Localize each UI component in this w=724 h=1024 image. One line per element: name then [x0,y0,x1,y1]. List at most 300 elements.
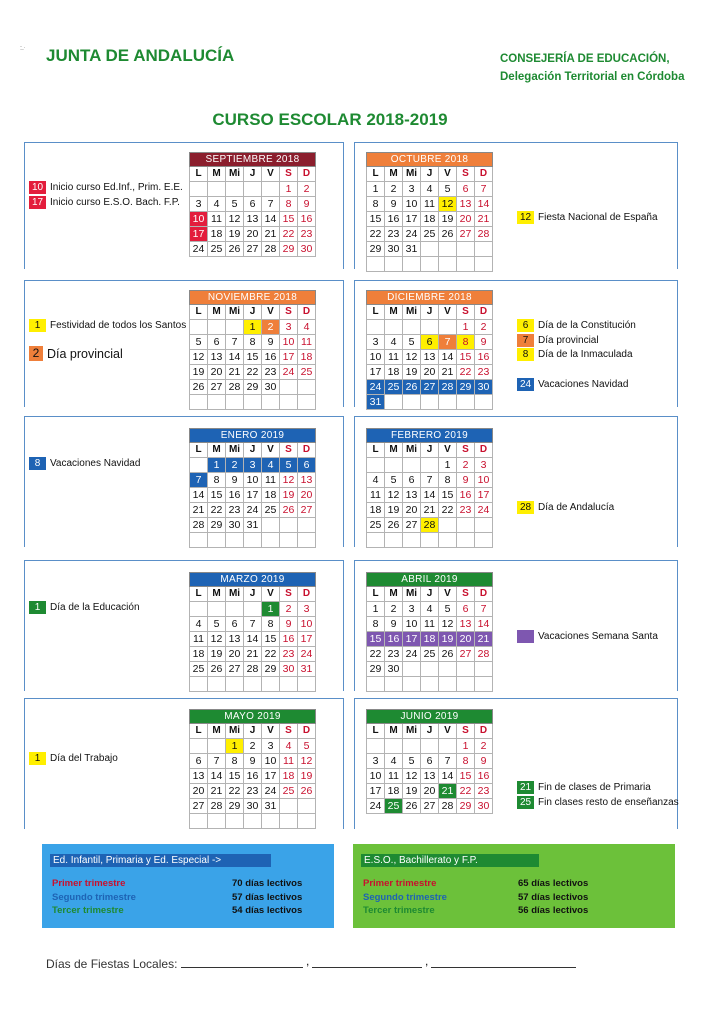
empty-cell [244,602,262,617]
day-cell: 5 [439,182,457,197]
legend-swatch: 1 [29,601,46,614]
day-cell: 5 [190,335,208,350]
empty-cell [475,257,493,272]
day-cell: 3 [403,602,421,617]
day-cell: 23 [385,227,403,242]
local-holiday-field-1[interactable] [181,967,303,968]
day-cell: 1 [367,182,385,197]
day-cell: 28 [226,380,244,395]
day-cell: 8 [439,473,457,488]
day-cell: 12 [280,473,298,488]
legend-swatch: 1 [29,752,46,765]
day-cell: 26 [280,503,298,518]
empty-cell [262,814,280,829]
summary-header: Ed. Infantil, Primaria y Ed. Especial -> [50,854,271,867]
day-cell: 31 [298,662,316,677]
day-cell: 26 [403,799,421,814]
empty-cell [244,677,262,692]
department-name: CONSEJERÍA DE EDUCACIÓN, [500,53,670,65]
legend-swatch: 1 [29,319,46,332]
day-cell: 16 [244,769,262,784]
term-days: 54 días lectivos [232,905,303,916]
weekday-header: L [190,724,208,739]
empty-cell [298,533,316,548]
legend-fin-primaria [517,781,651,794]
legend-swatch: 6 [517,319,534,332]
legend-dia-trabajo [29,752,118,765]
day-cell: 30 [226,518,244,533]
legend-swatch: 2 [29,346,43,361]
day-cell: 2 [385,602,403,617]
calendar-octubre [366,152,493,272]
day-cell: 9 [280,617,298,632]
day-cell: 29 [244,380,262,395]
legend-text: Fin clases resto de enseñanzas [538,797,679,808]
weekday-header: Mi [226,167,244,182]
legend-inmaculada [517,348,633,361]
day-cell: 12 [208,632,226,647]
day-cell: 18 [190,647,208,662]
day-cell: 6 [457,602,475,617]
day-cell: 7 [244,617,262,632]
empty-cell [262,182,280,197]
day-cell: 29 [262,662,280,677]
day-cell: 3 [403,182,421,197]
day-cell: 5 [280,458,298,473]
day-cell: 4 [421,182,439,197]
day-cell: 28 [190,518,208,533]
day-cell: 6 [226,617,244,632]
day-cell: 17 [190,227,208,242]
day-cell: 5 [403,754,421,769]
empty-cell [439,662,457,677]
empty-cell [367,533,385,548]
day-cell: 3 [244,458,262,473]
day-cell: 22 [439,503,457,518]
weekday-header: J [244,587,262,602]
calendar-marzo [189,572,316,692]
day-cell: 25 [190,662,208,677]
day-cell: 2 [475,739,493,754]
day-cell: 12 [403,769,421,784]
day-cell: 10 [475,473,493,488]
day-cell: 26 [439,647,457,662]
day-cell: 30 [280,662,298,677]
day-cell: 23 [280,647,298,662]
day-cell: 16 [385,632,403,647]
day-cell: 8 [367,197,385,212]
weekday-header: M [208,587,226,602]
legend-text: Día de Andalucía [538,502,615,513]
day-cell: 24 [475,503,493,518]
course-title: CURSO ESCOLAR 2018-2019 [212,110,448,129]
empty-cell [226,182,244,197]
empty-cell [190,739,208,754]
empty-cell [226,533,244,548]
day-cell: 27 [421,380,439,395]
day-cell: 10 [262,754,280,769]
day-cell: 16 [280,632,298,647]
empty-cell [475,242,493,257]
empty-cell [475,395,493,410]
day-cell: 19 [190,365,208,380]
day-cell: 29 [457,380,475,395]
day-cell: 13 [403,488,421,503]
term-label: Segundo trimestre [363,892,447,903]
org-title: JUNTA DE ANDALUCÍA [46,46,235,65]
weekday-header: Mi [226,724,244,739]
empty-cell [475,677,493,692]
empty-cell [421,662,439,677]
day-cell: 9 [385,617,403,632]
weekday-header: J [421,443,439,458]
day-cell: 3 [190,197,208,212]
empty-cell [190,182,208,197]
day-cell: 5 [439,602,457,617]
day-cell: 31 [262,799,280,814]
empty-cell [457,257,475,272]
day-cell: 4 [280,739,298,754]
day-cell: 11 [421,617,439,632]
day-cell: 14 [208,769,226,784]
day-cell: 29 [457,799,475,814]
legend-swatch: 17 [29,196,46,209]
empty-cell [475,533,493,548]
empty-cell [403,257,421,272]
day-cell: 6 [190,754,208,769]
empty-cell [439,739,457,754]
day-cell: 4 [190,617,208,632]
empty-cell [385,395,403,410]
calendar-noviembre [189,290,316,410]
empty-cell [208,739,226,754]
day-cell: 15 [439,488,457,503]
day-cell: 1 [439,458,457,473]
summary-eso [353,844,675,928]
day-cell: 31 [367,395,385,410]
day-cell: 20 [244,227,262,242]
term-days: 70 días lectivos [232,878,303,889]
day-cell: 16 [298,212,316,227]
day-cell: 24 [367,380,385,395]
day-cell: 19 [208,647,226,662]
empty-cell [190,602,208,617]
calendar-mayo [189,709,316,829]
empty-cell [208,533,226,548]
empty-cell [457,395,475,410]
day-cell: 16 [475,350,493,365]
day-cell: 3 [262,739,280,754]
day-cell: 6 [244,197,262,212]
day-cell: 10 [244,473,262,488]
day-cell: 14 [262,212,280,227]
day-cell: 18 [367,503,385,518]
weekday-header: Mi [403,167,421,182]
empty-cell [367,257,385,272]
weekday-header: V [262,167,280,182]
day-cell: 21 [475,212,493,227]
empty-cell [421,257,439,272]
day-cell: 12 [226,212,244,227]
day-cell: 29 [280,242,298,257]
empty-cell [298,799,316,814]
day-cell: 14 [475,617,493,632]
empty-cell [190,677,208,692]
day-cell: 19 [403,784,421,799]
weekday-header: V [439,724,457,739]
day-cell: 2 [226,458,244,473]
weekday-header: D [298,724,316,739]
weekday-header: D [475,724,493,739]
day-cell: 6 [298,458,316,473]
day-cell: 24 [367,799,385,814]
day-cell: 20 [226,647,244,662]
day-cell: 8 [457,335,475,350]
weekday-header: Mi [403,587,421,602]
day-cell: 11 [208,212,226,227]
day-cell: 21 [244,647,262,662]
day-cell: 15 [367,632,385,647]
day-cell: 15 [367,212,385,227]
weekday-header: S [280,443,298,458]
day-cell: 25 [385,380,403,395]
legend-dia-educacion [29,601,140,614]
empty-cell [421,677,439,692]
legend-text: Día provincial [538,335,599,346]
day-cell: 1 [457,739,475,754]
day-cell: 25 [421,227,439,242]
empty-cell [367,320,385,335]
empty-cell [439,242,457,257]
empty-cell [190,395,208,410]
legend-vacaciones-navidad-ene [29,457,140,470]
day-cell: 13 [421,769,439,784]
month-title: NOVIEMBRE 2018 [190,291,316,305]
day-cell: 2 [475,320,493,335]
day-cell: 27 [403,518,421,533]
day-cell: 8 [208,473,226,488]
day-cell: 11 [367,488,385,503]
day-cell: 14 [439,350,457,365]
day-cell: 7 [439,335,457,350]
legend-vacaciones-navidad-dic [517,378,628,391]
day-cell: 4 [262,458,280,473]
legend-constitucion [517,319,636,332]
day-cell: 21 [262,227,280,242]
delegation-name: Delegación Territorial en Córdoba [500,71,685,83]
day-cell: 23 [298,227,316,242]
weekday-header: L [367,724,385,739]
empty-cell [190,533,208,548]
empty-cell [385,739,403,754]
day-cell: 9 [385,197,403,212]
day-cell: 5 [226,197,244,212]
day-cell: 12 [439,197,457,212]
day-cell: 11 [385,350,403,365]
day-cell: 27 [208,380,226,395]
day-cell: 20 [190,784,208,799]
day-cell: 2 [385,182,403,197]
legend-swatch: 21 [517,781,534,794]
day-cell: 14 [244,632,262,647]
weekday-header: J [421,724,439,739]
local-holiday-field-2[interactable] [312,967,422,968]
legend-inicio-infantil [29,181,183,194]
day-cell: 13 [457,617,475,632]
day-cell: 9 [298,197,316,212]
separator: , [306,954,310,968]
weekday-header: S [280,305,298,320]
day-cell: 1 [208,458,226,473]
weekday-header: V [262,587,280,602]
empty-cell [208,602,226,617]
weekday-header: L [367,443,385,458]
day-cell: 14 [190,488,208,503]
empty-cell [280,380,298,395]
empty-cell [298,518,316,533]
day-cell: 8 [226,754,244,769]
empty-cell [457,242,475,257]
legend-text: Inicio curso Ed.Inf., Prim. E.E. [50,182,183,193]
day-cell: 8 [367,617,385,632]
day-cell: 1 [280,182,298,197]
term-days: 56 días lectivos [518,905,589,916]
weekday-header: V [439,443,457,458]
empty-cell [457,677,475,692]
day-cell: 23 [385,647,403,662]
day-cell: 15 [208,488,226,503]
month-title: OCTUBRE 2018 [367,153,493,167]
local-holiday-field-3[interactable] [431,967,576,968]
term-days: 65 días lectivos [518,878,589,889]
day-cell: 31 [403,242,421,257]
empty-cell [403,395,421,410]
day-cell: 21 [475,632,493,647]
day-cell: 26 [190,380,208,395]
day-cell: 20 [421,784,439,799]
legend-swatch: 8 [29,457,46,470]
day-cell: 5 [385,473,403,488]
day-cell: 18 [421,212,439,227]
day-cell: 18 [385,365,403,380]
weekday-header: S [280,724,298,739]
day-cell: 4 [385,335,403,350]
empty-cell [421,395,439,410]
day-cell: 28 [244,662,262,677]
day-cell: 30 [298,242,316,257]
weekday-header: M [208,167,226,182]
empty-cell [208,320,226,335]
day-cell: 26 [439,227,457,242]
day-cell: 17 [475,488,493,503]
empty-cell [367,739,385,754]
legend-text: Día del Trabajo [50,753,118,764]
weekday-header: D [475,305,493,320]
day-cell: 20 [421,365,439,380]
day-cell: 24 [403,647,421,662]
day-cell: 25 [280,784,298,799]
day-cell: 31 [244,518,262,533]
month-title: MAYO 2019 [190,710,316,724]
day-cell: 17 [367,784,385,799]
day-cell: 7 [439,754,457,769]
month-title: MARZO 2019 [190,573,316,587]
day-cell: 10 [190,212,208,227]
day-cell: 7 [475,182,493,197]
empty-cell [403,739,421,754]
weekday-header: D [298,167,316,182]
empty-cell [208,677,226,692]
day-cell: 29 [367,662,385,677]
legend-text: Vacaciones Navidad [538,379,629,390]
empty-cell [439,533,457,548]
day-cell: 4 [208,197,226,212]
empty-cell [226,677,244,692]
day-cell: 10 [403,617,421,632]
day-cell: 27 [421,799,439,814]
day-cell: 17 [367,365,385,380]
day-cell: 8 [262,617,280,632]
day-cell: 11 [298,335,316,350]
weekday-header: L [367,305,385,320]
weekday-header: M [385,167,403,182]
day-cell: 27 [244,242,262,257]
empty-cell [226,395,244,410]
empty-cell [403,533,421,548]
empty-cell [298,380,316,395]
day-cell: 19 [439,632,457,647]
empty-cell [475,662,493,677]
weekday-header: M [208,724,226,739]
weekday-header: Mi [403,305,421,320]
day-cell: 9 [226,473,244,488]
empty-cell [385,320,403,335]
empty-cell [262,533,280,548]
legend-fiesta-nacional [517,211,658,224]
day-cell: 27 [457,647,475,662]
empty-cell [190,814,208,829]
day-cell: 17 [298,632,316,647]
day-cell: 13 [421,350,439,365]
day-cell: 9 [475,335,493,350]
calendar-septiembre [189,152,316,257]
day-cell: 18 [262,488,280,503]
legend-text: Fiesta Nacional de España [538,212,658,223]
legend-text: Día de la Inmaculada [538,349,633,360]
legend-swatch: 7 [517,334,534,347]
empty-cell [244,533,262,548]
legend-todos-santos [29,319,186,332]
legend-text: Día de la Constitución [538,320,636,331]
day-cell: 23 [262,365,280,380]
day-cell: 10 [298,617,316,632]
empty-cell [385,533,403,548]
day-cell: 25 [298,365,316,380]
day-cell: 10 [367,350,385,365]
day-cell: 28 [439,380,457,395]
day-cell: 17 [280,350,298,365]
day-cell: 25 [385,799,403,814]
day-cell: 8 [280,197,298,212]
day-cell: 22 [262,647,280,662]
day-cell: 25 [262,503,280,518]
day-cell: 23 [475,365,493,380]
empty-cell [226,814,244,829]
term-days: 57 días lectivos [518,892,589,903]
month-title: ABRIL 2019 [367,573,493,587]
empty-cell [262,518,280,533]
weekday-header: S [457,587,475,602]
